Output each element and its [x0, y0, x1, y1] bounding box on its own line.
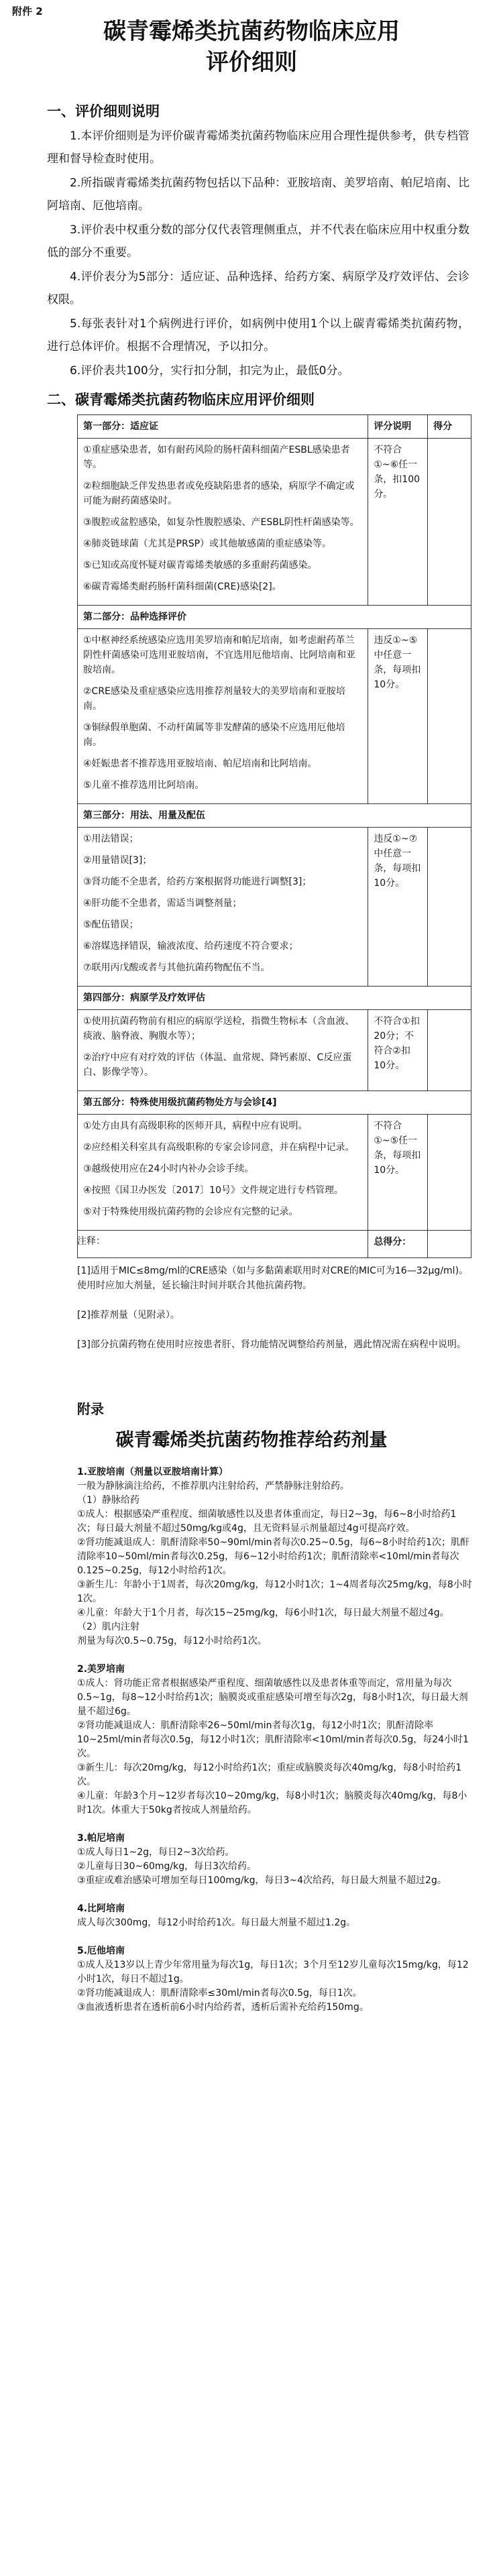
rec-heading: 2.美罗培南: [77, 1664, 125, 1675]
notes-section: [77, 1234, 473, 1367]
header-method: 评分说明: [368, 415, 428, 439]
part1-method: 不符合①~⑥任一条，扣100分。: [368, 439, 428, 606]
rec-line: ①成人及13岁以上青少年常用量为每次1g，每日1次；3个月至12岁儿童每次15mg/kg，每12小时1次，每日不超过1g。: [77, 1960, 469, 1984]
part2-item: ④妊娠患者不推荐选用亚胺培南、帕尼培南和比阿培南。: [83, 759, 317, 769]
part3-method: 违反①~⑦中任意一条，每项扣10分。: [368, 828, 428, 987]
intro-para-6: 6.评价表共100分，实行扣分制，扣完为止，最低0分。: [70, 364, 349, 378]
part1-item: ②粒细胞缺乏伴发热患者或免疫缺陷患者的感染，病原学不确定或可能为耐药菌感染时。: [83, 481, 355, 506]
rec-line: 成人每次300mg，每12小时给药1次。每日最大剂量不超过1.2g。: [77, 1917, 356, 1928]
appendix-label: 附录: [77, 1401, 104, 1417]
part2-method: 违反①~⑤中任意一条，每项扣10分。: [368, 629, 428, 804]
table-heading: 二、碳青霉烯类抗菌药物临床应用评价细则: [47, 392, 315, 408]
rec-heading: 1.亚胺培南（剂量以亚胺培南计算）: [77, 1467, 229, 1477]
part5-row: [78, 1115, 471, 1231]
rec-line: ③新生儿：年龄小于1周者，每次20mg/kg，每12小时1次；1~4周者每次25mg/kg，每8小时1次。: [77, 1579, 472, 1604]
notes-label: 注释：: [77, 1236, 105, 1247]
rec-heading: 4.比阿培南: [77, 1903, 125, 1914]
part2-row: [78, 629, 471, 804]
part5-item: ⑤对于特殊使用级抗菌药物的会诊应有完整的记录。: [83, 1207, 298, 1217]
table-header-row: [78, 415, 471, 439]
part1-item: ⑥碳青霉烯类耐药肠杆菌科细菌(CRE)感染[2]。: [83, 581, 282, 592]
part5-title: 第五部分：特殊使用级抗菌药物处方与会诊[4]: [78, 1091, 471, 1115]
note-1: [1]适用于MIC≤8mg/ml的CRE感染（如与多黏菌素联用时对CRE的MIC可为16—32μg/ml)。使用时应加大剂量，延长输注时间并联合其他抗菌药物。: [77, 1266, 469, 1291]
part1-item: ④肺炎链球菌（尤其是PRSP）或其他敏感菌的重症感染等。: [83, 539, 332, 549]
rec-line: 一般为静脉滴注给药，不推荐肌内注射给药，严禁静脉注射给药。: [77, 1481, 349, 1492]
header-score: 得分: [428, 415, 471, 439]
rec-line: ③重症或难治感染可增加至每日100mg/kg，每日3~4次给药，每日最大剂量不超过2g。: [77, 1875, 447, 1886]
evaluation-table: [77, 414, 471, 1258]
rec-line: ①成人每日1~2g，每日2~3次给药。: [77, 1847, 235, 1858]
rec-line: 剂量为每次0.5~0.75g，每12小时给药1次。: [77, 1636, 267, 1646]
intro-para-1: 1.本评价细则是为评价碳青霉烯类抗菌药物临床应用合理性提供参考，供专档管理和督导检查时使用。: [47, 129, 469, 166]
part1-item: ③腹腔或盆腔感染，如复杂性腹腔感染、产ESBL阴性杆菌感染等。: [83, 517, 359, 528]
document-title: 碳青霉烯类抗菌药物临床应用: [103, 18, 400, 45]
document-subtitle: 评价细则: [206, 49, 297, 76]
rec-line: （2）肌内注射: [77, 1622, 139, 1632]
part5-item: ④按照《国卫办医发〔2017〕10号》文件规定进行专档管理。: [83, 1185, 343, 1196]
part2-items: [78, 629, 368, 804]
part5-title-row: [78, 1091, 471, 1115]
part5-score: [428, 1115, 471, 1231]
rec-line: ④儿童：年龄大于1个月者，每次15~25mg/kg，每6小时1次，每日最大剂量不超过4g。: [77, 1608, 449, 1618]
part1-item: ⑤已知或高度怀疑对碳青霉烯类敏感的多重耐药菌感染。: [83, 560, 317, 571]
intro-para-3: 3.评价表中权重分数的部分仅代表管理侧重点，并不代表在临床应用中权重分数低的部分不重要。: [47, 223, 469, 260]
part5-item: ②应经相关科室具有高级职称的专家会诊同意，并在病程中记录。: [83, 1142, 355, 1153]
rec-line: ②肾功能减退成人：肌酐清除率≤30ml/min者每次0.5g，每日1次。: [77, 1988, 362, 1999]
rec-line: （1）静脉给药: [77, 1495, 139, 1506]
rec-line: ②肾功能减退成人：肌酐清除率26~50ml/min者每次1g，每12小时1次；肌酐清除率10~25ml/min者每次0.5g，每12小时1次；肌酐清除率<10ml/min者每次0.5g，每24小时1次。: [77, 1720, 469, 1759]
part4-score: [428, 1010, 471, 1091]
part2-title: 第二部分：品种选择评价: [78, 606, 471, 629]
intro-para-5: 5.每张表针对1个病例进行评价，如病例中使用1个以上碳青霉烯类抗菌药物，进行总体评价。根据不合理情况，予以扣分。: [47, 317, 469, 353]
rec-line: ④儿童：年龄3个月~12岁者每次10~20mg/kg，每8小时1次；脑膜炎每次40mg/kg，每8小时1次。体重大于50kg者按成人剂量给药。: [77, 1791, 467, 1815]
part1-items: [78, 439, 368, 606]
part4-row: [78, 1010, 471, 1091]
part3-item: ⑦联用丙戊酸或者与其他抗菌药物配伍不当。: [83, 962, 270, 973]
part2-item: ③铜绿假单胞菌、不动杆菌属等非发酵菌的感染不应选用厄他培南。: [83, 722, 345, 748]
part1-row: [78, 439, 471, 606]
part3-items: [78, 828, 368, 987]
appendix-title: 碳青霉烯类抗菌药物推荐给药剂量: [115, 1430, 388, 1451]
rec-line: ①成人：肾功能正常者根据感染严重程度、细菌敏感性以及患者体重等而定，常用量为每次0.5~1g，每8~12小时给药1次；脑膜炎或重症感染可增至每次2g，每8小时1次，每日最大剂量不超过6g。: [77, 1678, 468, 1717]
header-part1: 第一部分：适应证: [78, 415, 368, 439]
recommendations: [77, 1465, 473, 2015]
part4-title-row: [78, 987, 471, 1010]
rec-heading: 5.厄他培南: [77, 1946, 125, 1956]
part3-row: [78, 828, 471, 987]
rec-heading: 3.帕尼培南: [77, 1833, 125, 1844]
intro-para-4: 4.评价表分为5部分：适应证、品种选择、给药方案、病原学及疗效评估、会诊权限。: [47, 270, 469, 306]
part4-item: ①使用抗菌药物前有相应的病原学送检，指微生物标本（含血液、痰液、脑脊液、胸腹水等）；: [83, 1016, 355, 1042]
part4-items: [78, 1010, 368, 1091]
rec-line: ③血液透析患者在透析前6小时内给药者，透析后需补充给药150mg。: [77, 2002, 369, 2013]
part3-score: [428, 828, 471, 987]
note-3: [3]部分抗菌药物在使用时应按患者肝、肾功能情况调整给药剂量，遇此情况需在病程中说明。: [77, 1339, 466, 1350]
rec-line: ①成人：根据感染严重程度、细菌敏感性以及患者体重而定，每日2~3g，每6~8小时给药1次；每日最大剂量不超过50mg/kg或4g，且无资料显示剂量超过4g可提高疗效。: [77, 1509, 457, 1534]
part4-method: 不符合①扣20分；不符合②扣10分。: [368, 1010, 428, 1091]
part5-items: [78, 1115, 368, 1231]
part4-item: ②治疗中应有对疗效的评估（体温、血常规、降钙素原、C反应蛋白、影像学等）。: [83, 1052, 352, 1078]
part3-item: ①用法错误；: [83, 834, 139, 844]
total-label: 总得分：: [368, 1231, 428, 1258]
rec-line: ②肾功能减退成人：肌酐清除率50~90ml/min者每次0.25~0.5g，每6~8小时给药1次；肌酐清除率10~50ml/min者每次0.25g，每6~12小时给药1次；肌酐清除率<10ml/min者每次0.125~0.25g，每12小时给药1次。: [77, 1537, 470, 1576]
part3-item: ⑤配伍错误；: [83, 919, 139, 930]
part5-item: ①处方由具有高级职称的医师开具，病程中应有说明。: [83, 1121, 308, 1131]
part2-score: [428, 629, 471, 804]
attachment-label: 附件 2: [12, 5, 43, 17]
part3-item: ⑥溶媒选择错误，输液浓度、给药速度不符合要求；: [83, 941, 298, 952]
intro-para-2: 2.所指碳青霉烯类抗菌药物包括以下品种：亚胺培南、美罗培南、帕尼培南、比阿培南、厄他培南。: [47, 176, 469, 213]
part3-title-row: [78, 804, 471, 828]
rec-line: ②儿童每日30~60mg/kg，每日3次给药。: [77, 1861, 257, 1872]
part5-method: 不符合①~⑤任一条，每项扣10分。: [368, 1115, 428, 1231]
part5-item: ③越级使用应在24小时内补办会诊手续。: [83, 1164, 254, 1174]
part2-item: ⑤儿童不推荐选用比阿培南。: [83, 780, 205, 791]
intro-heading: 一、评价细则说明: [47, 103, 160, 119]
part1-item: ①重症感染患者，如有耐药风险的肠杆菌科细菌产ESBL感染患者等。: [83, 445, 350, 470]
part2-item: ②CRE感染及重症感染应选用推荐剂量较大的美罗培南和亚胺培南。: [83, 686, 345, 712]
rec-line: ③新生儿：每次20mg/kg，每12小时给药1次；重症或脑膜炎每次40mg/kg，每8小时给药1次。: [77, 1762, 462, 1787]
part3-item: ③肾功能不全患者，给药方案根据肾功能进行调整[3]；: [83, 877, 312, 887]
part2-title-row: [78, 606, 471, 629]
part4-title: 第四部分：病原学及疗效评估: [78, 987, 471, 1010]
part1-score: [428, 439, 471, 606]
part2-item: ①中枢神经系统感染应选用美罗培南和帕尼培南，如考虑耐药革兰阴性杆菌感染可选用亚胺培南，不宜选用厄他培南、比阿培南和亚胺培南。: [83, 635, 355, 675]
part3-title: 第三部分：用法、用量及配伍: [78, 804, 471, 828]
part3-item: ④肝功能不全患者，需适当调整剂量；: [83, 898, 242, 909]
note-2: [2]推荐剂量（见附录）。: [77, 1310, 180, 1321]
part3-item: ②用量错误[3]；: [83, 855, 152, 866]
